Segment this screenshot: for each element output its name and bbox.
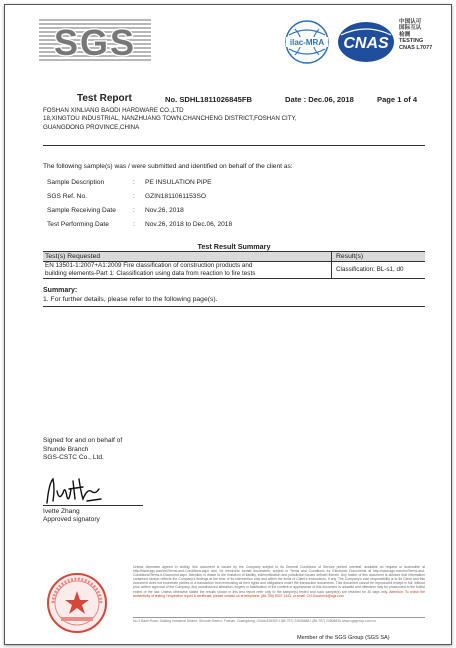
divider xyxy=(43,145,425,146)
svg-text:SGS: SGS xyxy=(53,22,137,63)
report-number: No. SDHL1811026845FB xyxy=(165,95,252,104)
document-page xyxy=(4,4,452,645)
report-date: Date : Dec.06, 2018 xyxy=(285,95,354,104)
legal-disclaimer: Unless otherwise agreed in writing, this document is issued by the Company subject to its General Conditions of Service printed overleaf, available on request or accessible at http://www.sgs.com/en/Terms-and-Conditions.aspx and, for electronic format documents, subject to Terms and Conditions for Electronic Documents at http://www.sgs.com/en/Terms-and-Conditions/Terms-e-Document.aspx. Attention is drawn to the limitation of liability, indemnification and jurisdiction issues defined therein. Any holder of this document is advised that information contained hereon reflects the Company's findings at the time of its intervention only and within the limits of Client's instructions, if any. The Company's sole responsibility is to its Client and this document does not exonerate parties to a transaction from exercising all their rights and obligations under the transaction documents. This document cannot be reproduced except in full, without prior written approval of the Company. Any unauthorized alteration, forgery or falsification of the content or appearance of this document is unlawful and offenders may be prosecuted to the fullest extent of the law. Unless otherwise stated the results shown in this test report refer only to the sample(s) tested and such sample(s) are retained for 30 days only. Attention: To check the authenticity of testing / inspection report & certificate, please contact us at telephone: (86-755) 8307 1443, or email: CN.Doccheck@sgs.com xyxy=(133,565,425,598)
signature-line xyxy=(43,505,143,506)
sample-row: Test Performing Date : Nov.26, 2018 to Dec.06, 2018 xyxy=(47,221,233,229)
company-seal-stamp xyxy=(45,571,109,635)
signed-on-behalf: Signed for and on behalf of Shunde Branch SGS-CSTC Co., Ltd. xyxy=(43,437,123,462)
svg-text:CNAS: CNAS xyxy=(343,35,389,52)
cnas-logo xyxy=(337,21,395,63)
sample-row: Sample Description : PE INSULATION PIPE xyxy=(47,179,212,186)
cnas-accreditation-text: 中国认可 国际互认 检测 TESTING CNAS L7077 xyxy=(399,19,433,51)
footer-address: No.4 Baoli Road, Daliang Industrial District, Shunde District, Foshan, Guangdong, China 528300 t (86-757) 22808888 f (86-757) 22808830 www.sgsgroup.com.cn xyxy=(133,619,376,623)
client-address: FOSHAN XINLIANG BAODI HARDWARE CO.,LTD 18,XINGTOU INDUSTRIAL, NANZHUANG TOWN,CHANCHENG DISTRICT,FOSHAN CITY, GUANGDONG PROVINCE,CHINA xyxy=(43,107,297,131)
svg-text:ilac-MRA: ilac-MRA xyxy=(289,38,325,47)
test-result-summary-table xyxy=(43,251,425,279)
report-title: Test Report xyxy=(77,93,132,104)
sample-row: Sample Receiving Date : Nov.26, 2018 xyxy=(47,207,184,215)
ilac-mra-logo xyxy=(281,19,333,65)
sgs-group-member: Member of the SGS Group (SGS SA) xyxy=(297,635,390,641)
table-header: Test(s) Requested Result(s) xyxy=(43,252,425,262)
sgs-logo xyxy=(39,17,151,65)
footer-divider xyxy=(133,617,425,618)
table-row: EN 13501-1:2007+A1:2009 Fire classification of construction products and building elements-Part 1: Classification using data from reaction to fire tests Classification: BL-s1, d0 xyxy=(43,262,425,279)
page-indicator: Page 1 of 4 xyxy=(377,95,418,104)
sample-row: SGS Ref. No. : GZIN1811061153SO xyxy=(47,193,206,201)
summary-table-title: Test Result Summary xyxy=(197,242,271,251)
intro-text: The following sample(s) was / were submitted and identified on behalf of the client as: xyxy=(43,163,293,170)
handwritten-signature xyxy=(43,475,113,507)
sample-info xyxy=(47,176,232,232)
signatory: Ivette Zhang Approved signatory xyxy=(43,508,100,523)
summary-section: Summary: 1. For further details, please refer to the following page(s). xyxy=(43,286,425,307)
